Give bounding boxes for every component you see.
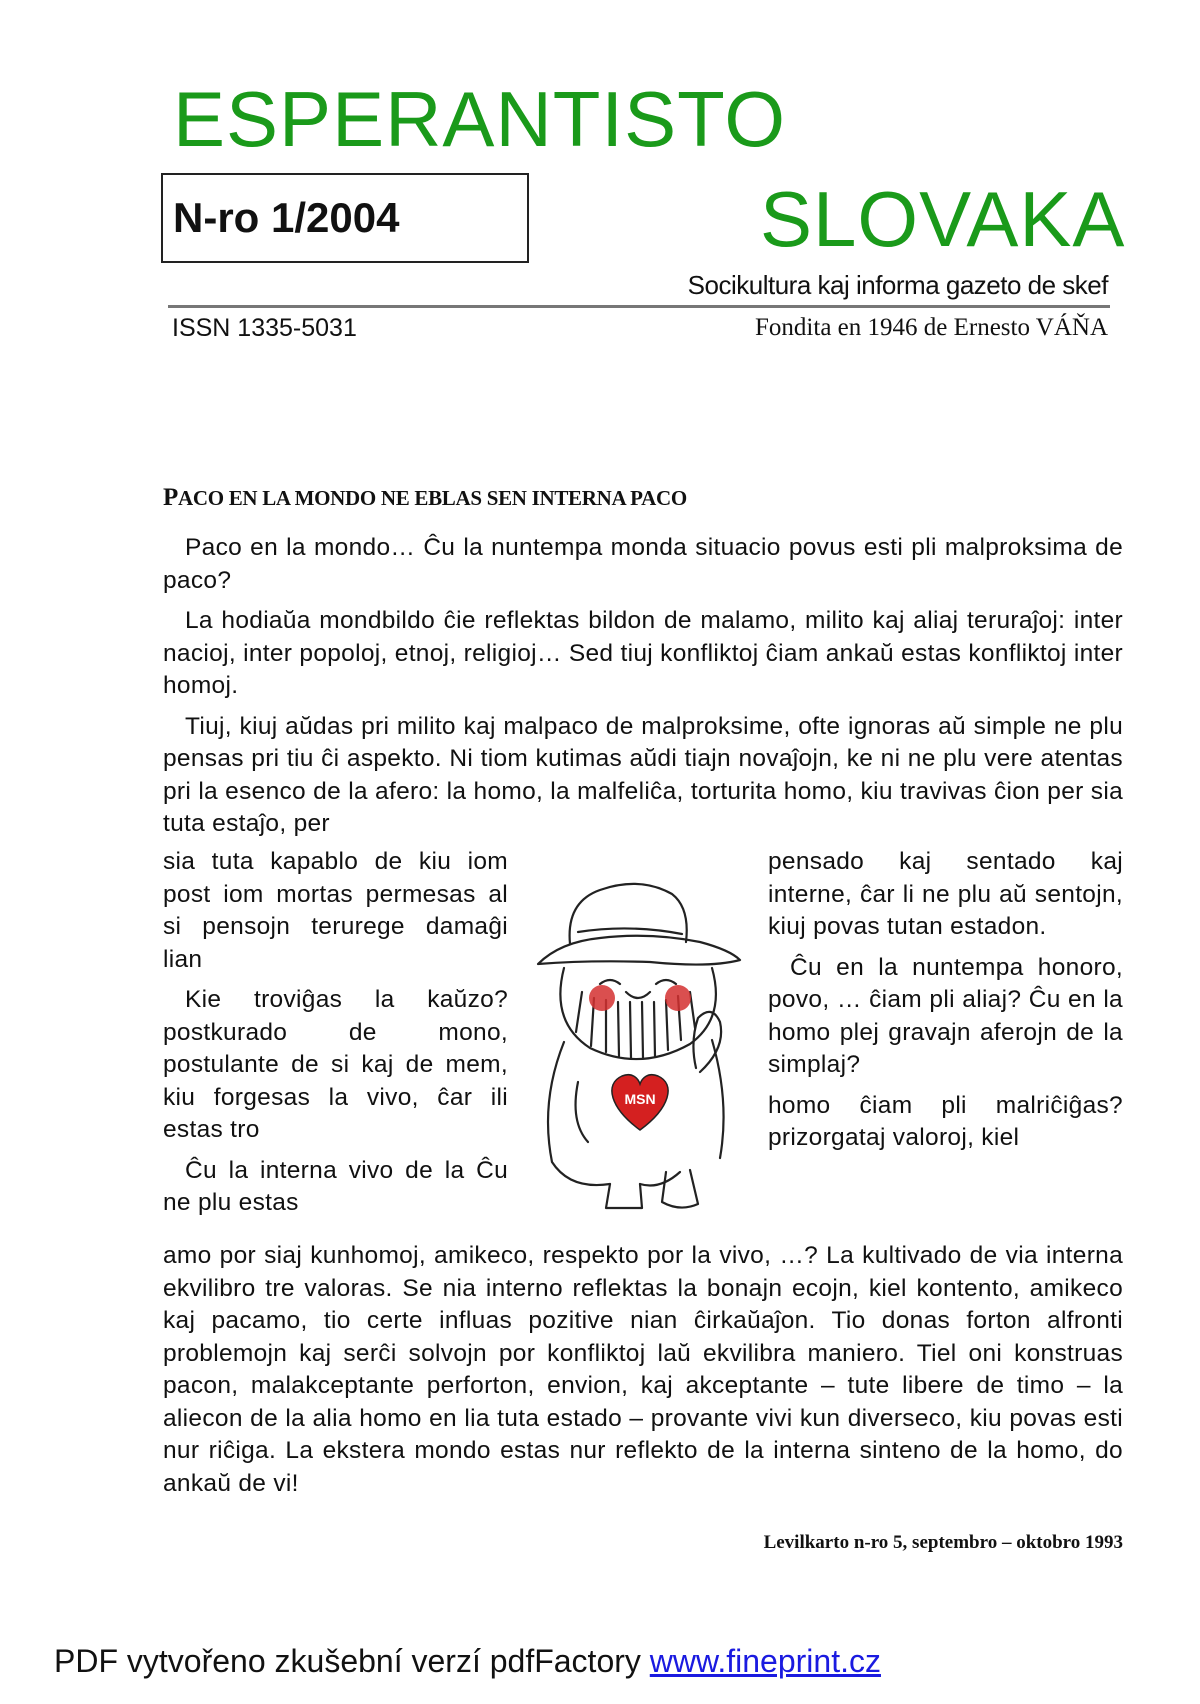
column-paragraph: homo ĉiam pli malriĉiĝas? prizorgataj valoroj, kiel (768, 1091, 1123, 1151)
masthead-subtitle: Socikultura kaj informa gazeto de skef (687, 270, 1108, 300)
footer-link[interactable]: www.fineprint.cz (649, 1643, 881, 1679)
article-headline (163, 484, 687, 512)
article-intro (163, 532, 1123, 841)
issue-number: N-ro 1/2004 (173, 194, 400, 241)
pdf-footer (54, 1643, 881, 1680)
masthead-divider (168, 305, 1110, 308)
article-right-column (768, 846, 1123, 1155)
masthead-title-line2: SLOVAKA (760, 175, 1126, 263)
column-paragraph: sia tuta kapablo de kiu iom post iom mortas permesas al si pensojn terurege damaĝi lian (163, 848, 508, 973)
article-left-column (163, 846, 508, 1220)
article-paragraph: Paco en la mondo… Ĉu la nuntempa monda situacio povus esti pli malproksima de paco? (163, 534, 1123, 594)
column-paragraph: Ĉu en la nuntempa honoro, povo, … ĉiam pli aliaj? Ĉu en la homo plej gravajn aferojn de la simplaj? (768, 953, 1123, 1078)
article-paragraph: amo por siaj kunhomoj, amikeco, respekto por la vivo, …? La kultivado de via interna ekvilibro tre valoras. Se nia interno reflektas la bonajn ecojn, kiel kontento, amikeco kaj pacamo, tio certe influas pozitive nian ĉirkaŭaĵon. Tio donas forton alfronti problemojn kaj serĉi solvojn por konfliktoj laŭ ekvilibra maniero. Tiel oni konstruas pacon, malakceptante perforton, envion, kaj akceptante – tute libere de timo – la aliecon de la alia homo en lia tuta estado – provante vivi kun diverseco, kiu povas esti nur riĉiga. La ekstera mondo estas nur reflekto de la interna sinteno de la homo, do ankaŭ de vi! (163, 1242, 1123, 1497)
article-source: Levilkarto n-ro 5, septembro – oktobro 1993 (763, 1532, 1123, 1553)
article-paragraph: Tiuj, kiuj aŭdas pri milito kaj malpaco de malproksime, ofte ignoras aŭ simple ne plu pensas pri tiu ĉi aspekto. Ni tiom kutimas aŭdi tiajn novaĵojn, ke ni ne plu vere atentas pri la esenco de la afero: la homo, la malfeliĉa, torturita homo, kiu travivas ĉion per sia tuta estaĵo, per (163, 712, 1123, 837)
heart-badge-text: MSN (624, 1091, 656, 1107)
article-closing (163, 1240, 1123, 1500)
column-paragraph: Ĉu la interna vivo de la Ĉu ne plu estas (163, 1156, 508, 1216)
headline-initial: P (163, 484, 178, 511)
masthead-title-line1: ESPERANTISTO (173, 75, 787, 163)
column-paragraph: pensado kaj sentado kaj interne, ĉar li ne plu aŭ sentojn, kiuj povas tutan estadon. (768, 848, 1123, 940)
article-paragraph: La hodiaŭa mondbildo ĉie reflektas bildon de malamo, milito kaj aliaj teruraĵoj: inter nacioj, inter popoloj, etnoj, religioj… Sed tiuj konfliktoj ĉiam ankaŭ estas konfliktoj inter homoj. (163, 607, 1123, 699)
column-paragraph: Kie troviĝas la kaŭzo? postkurado de mono, postulante de si kaj de mem, kiu forgesas la vivo, ĉar ili estas tro (163, 986, 508, 1143)
headline-rest: ACO EN LA MONDO NE EBLAS SEN INTERNA PACO (177, 486, 687, 510)
founded-note: Fondita en 1946 de Ernesto VÁŇA (755, 314, 1108, 341)
issn-number: ISSN 1335-5031 (172, 314, 357, 342)
footer-text: PDF vytvořeno zkušební verzí pdfFactory (54, 1643, 650, 1679)
cartoon-illustration (530, 872, 750, 1212)
issue-number-box (161, 173, 529, 263)
